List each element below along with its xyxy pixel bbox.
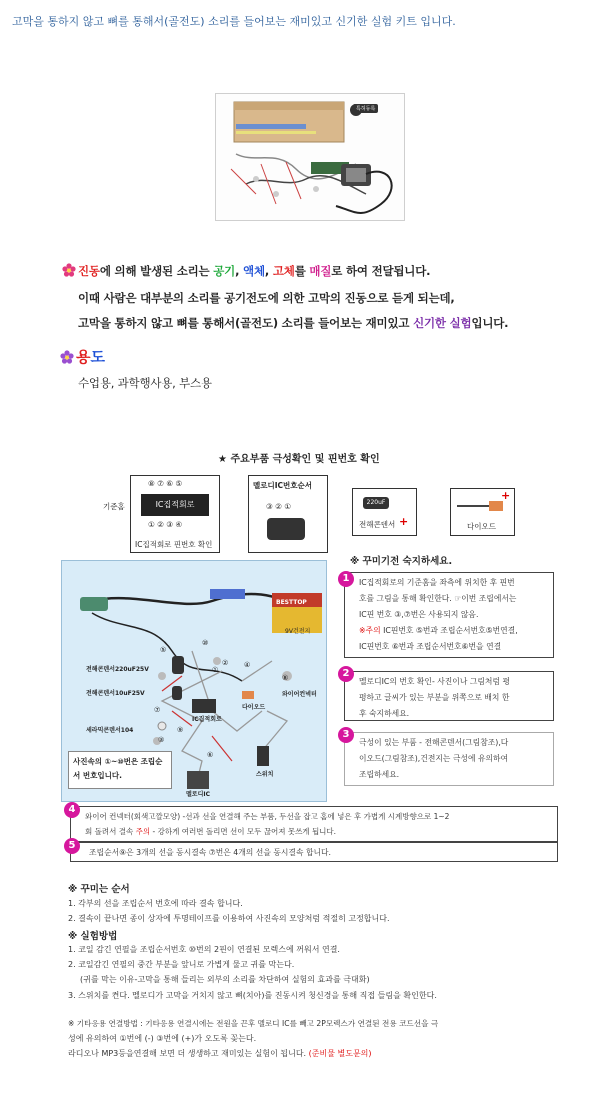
- ic-pins-bottom: ① ② ③ ④: [148, 520, 183, 529]
- word-amazing-experiment: 신기한 실험: [413, 316, 472, 330]
- melody-ic-label: 멜로디IC: [186, 791, 211, 798]
- method-item-2-sub: (귀를 막는 이유-고막을 통해 들리는 외부의 소리를 차단하여 실험의 효과를 극대화): [80, 975, 370, 984]
- desc-text: 입니다.: [471, 316, 509, 330]
- desc-text: ,: [235, 264, 244, 278]
- diagram-note: 사진속의 ①~⑩번은 조립순서 번호입니다.: [68, 751, 172, 789]
- note-4-line-2: [85, 824, 551, 839]
- note-badge-3: 3: [338, 727, 354, 743]
- desc-text: ,: [264, 264, 273, 278]
- melody-pins: ③ ② ①: [266, 502, 291, 511]
- capacitor-shape: [363, 497, 389, 509]
- desc-text: 로 하여 전달됩니다.: [331, 264, 431, 278]
- note-badge-4: 4: [64, 802, 80, 818]
- word-liquid: 액체: [243, 264, 265, 278]
- mark-1: ①: [212, 666, 219, 674]
- flower-icon: [62, 263, 76, 277]
- desc-text: 를: [294, 264, 310, 278]
- word-vibration: 진동: [78, 264, 100, 278]
- note-4-text: 회 돌려서 결속: [85, 827, 136, 836]
- sequence-title: ※ 꾸미는 순서: [68, 884, 130, 895]
- method-item-1: 1. 코일 감긴 연필을 조립순서번호 ⑩번의 2핀이 연결된 모렉스에 꺼워서 연결.: [68, 945, 340, 954]
- usage-title: [60, 346, 105, 367]
- note-3: [344, 732, 554, 786]
- capacitor-box: [352, 488, 417, 536]
- note-5: [70, 842, 558, 862]
- mark-9: ⑨: [177, 726, 184, 734]
- switch-label: 스위치: [256, 771, 274, 778]
- note-2-line-1: 멜로디IC의 번호 확인- 사진이나 그림처럼 평: [359, 677, 510, 686]
- sequence-item-2: 2. 결속이 끝나면 종이 상자에 투명테이프를 이용하여 사진속의 모양처럼 적절히 고정합니다.: [68, 914, 390, 923]
- mark-5: ⑤: [160, 646, 167, 654]
- method-item-2: 2. 코일감긴 연필의 중간 부분을 앞니로 가볍게 물고 귀를 막는다.: [68, 960, 295, 969]
- note-3-line-3: 조립하세요.: [359, 770, 400, 779]
- footer-line-1: ※ 기타응용 연결방법 : 기타응용 연결시에는 전원을 끈후 멜로디 IC를 빼고 2P모렉스가 연결된 전용 코드선을 극: [68, 1019, 439, 1028]
- diode-label: 다이오드: [467, 522, 496, 531]
- ic-caption: IC집적회로 핀번호 확인: [135, 540, 213, 549]
- capacitor-plus: +: [399, 515, 409, 528]
- desc-line-1: [62, 263, 430, 279]
- footer-line-3-text: 라디오나 MP3등을연결해 보면 더 생생하고 재미있는 실험이 됩니다.: [68, 1049, 307, 1058]
- method-title: ※ 실험방법: [68, 931, 118, 942]
- diagram-diode-label: 다이오드: [242, 704, 266, 711]
- kit-heading: ★ 주요부품 극성확인 및 핀번호 확인: [218, 454, 380, 465]
- ic-pin-box: [130, 475, 220, 553]
- usage-title-2: 도: [90, 348, 105, 366]
- patent-logo: 특허등록: [353, 104, 378, 113]
- note-4-line-1: 와이어 컨넥터(회색고깔모양) -선과 선을 연결해 주는 부품, 두선을 잡고 홈에 넣은 후 가볍게 시계방향으로 1~2: [85, 812, 450, 821]
- flower-icon: [60, 350, 74, 364]
- cap2-label: 전해콘덴서10uF25V: [86, 690, 145, 697]
- ic-ref-label: 기준홈: [103, 502, 125, 511]
- note-1: [344, 572, 554, 658]
- caution-title: ※ 꾸미기전 숙지하세요.: [350, 556, 453, 567]
- desc-line-3: [78, 315, 508, 331]
- note-2-line-3: 후 숙지하세요.: [359, 709, 410, 718]
- desc-line-2: 이때 사람은 대부분의 소리를 공기전도에 의한 고막의 진동으로 듣게 되는데,: [78, 291, 455, 305]
- note-4-caution: 주의: [135, 827, 151, 836]
- melody-box-title: 멜로디IC번호순서: [253, 481, 313, 490]
- caution-label: ※주의: [359, 626, 381, 635]
- note-badge-2: 2: [338, 666, 354, 682]
- mark-4: ④: [244, 661, 251, 669]
- mark-3: ③: [158, 736, 165, 744]
- method-item-3: 3. 스위치를 켠다. 멜로디가 고막을 거치지 않고 뼈(치아)를 진동시켜 청신경을 통해 직접 들림을 확인한다.: [68, 991, 437, 1000]
- mark-2: ②: [222, 659, 229, 667]
- word-medium: 매질: [309, 264, 332, 278]
- wiring-diagram: [61, 560, 327, 802]
- sequence-item-1: 1. 각부의 선을 조립순서 번호에 따라 결속 합니다.: [68, 899, 243, 908]
- battery-label: 9V건전지: [285, 628, 311, 635]
- diode-plus: +: [501, 489, 511, 502]
- note-2: [344, 671, 554, 721]
- usage-text: 수업용, 과학행사용, 부스용: [78, 376, 212, 390]
- note-1-line-4: [359, 623, 547, 639]
- ic-chip-text: IC집적회로: [155, 500, 195, 509]
- footer-line-2: 성에 유의하여 ①번에 (-) ③번에 (+)가 오도록 꽂는다.: [68, 1034, 257, 1043]
- note-1-line-4-rest: IC핀번호 ⑤번과 조립순서번호⑤번연결,: [380, 626, 518, 635]
- note-5-line-1: 조립순서⑨은 3개의 선을 동시결속 ⑦번은 4개의 선을 동시결속 합니다.: [89, 848, 332, 857]
- mark-7: ⑦: [154, 706, 161, 714]
- desc-text: 에 의해 발생된 소리는: [99, 264, 214, 278]
- note-2-line-2: 평하고 글씨가 있는 부분을 위쪽으로 배치 한: [359, 693, 510, 702]
- note-1-line-3: IC핀 번호 ③,⑦번은 사용되지 않음.: [359, 610, 479, 619]
- ceramic-label: 세라믹콘덴서104: [86, 727, 134, 734]
- note-4: [70, 806, 558, 842]
- desc-text: 고막을 통하지 않고 뼈를 통해서(골전도) 소리를 들어보는 재미있고: [78, 316, 414, 330]
- footer-inquiry: (준비물 별도문의): [308, 1049, 372, 1058]
- note-badge-5: 5: [64, 838, 80, 854]
- note-1-line-1: IC집적회로의 기준홈을 좌측에 위치한 후 핀번: [359, 578, 515, 587]
- diode-box: [450, 488, 515, 536]
- capacitor-label: 전해콘덴서: [359, 520, 396, 529]
- footer-line-3: [68, 1048, 372, 1059]
- note-1-line-5: IC핀번호 ⑥번과 조립순서번호⑥번을 연결: [359, 642, 502, 651]
- top-caption: 고막을 통하지 않고 뼈를 통해서(골전도) 소리를 들어보는 재미있고 신기한 실험 키트 입니다.: [12, 15, 456, 28]
- ic-chip: [141, 494, 209, 516]
- wire-connector-label: 와이어컨넥터: [282, 691, 317, 698]
- battery-brand: BESTTOP: [276, 599, 307, 606]
- capacitor-value: 220uF: [366, 499, 386, 506]
- ic-pins-top: ⑧ ⑦ ⑥ ⑤: [148, 479, 183, 488]
- mark-6: ⑥: [207, 751, 214, 759]
- mark-8: ⑧: [282, 674, 289, 682]
- diode-body: [489, 501, 503, 511]
- word-solid: 고체: [272, 264, 295, 278]
- cap1-label: 전해콘덴서220uF25V: [86, 666, 149, 673]
- note-3-line-2: 이오드(그림참조),건전지는 극성에 유의하여: [359, 754, 509, 763]
- usage-title-1: 용: [76, 348, 91, 366]
- note-1-line-2: 호를 그림을 통해 확인한다. ☞이번 조립에서는: [359, 594, 517, 603]
- mark-10: ⑩: [202, 639, 209, 647]
- word-air: 공기: [213, 264, 236, 278]
- melody-ic-chip: [267, 518, 305, 540]
- note-3-line-1: 극성이 있는 부품 - 전해콘덴서(그림참조),다: [359, 738, 509, 747]
- note-4-text-rest: - 강하게 여러번 돌리면 선이 모두 끊어져 못쓰게 됩니다.: [150, 827, 337, 836]
- melody-ic-box: [248, 475, 328, 553]
- diagram-ic-label: IC집적회로: [192, 716, 222, 723]
- note-badge-1: 1: [338, 571, 354, 587]
